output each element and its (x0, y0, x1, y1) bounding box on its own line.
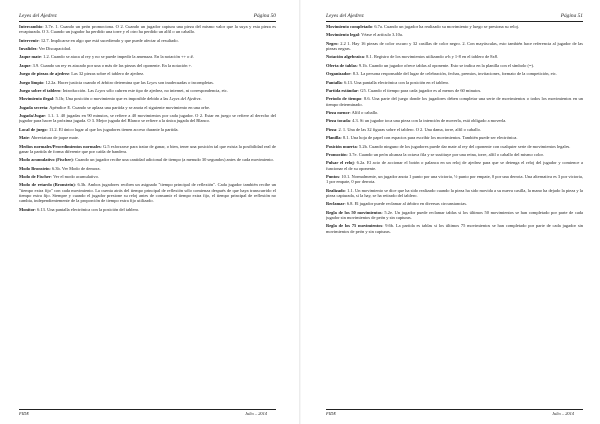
glossary-entry (326, 80, 583, 85)
glossary-definition: : 6.2a. El acto de accionar el botón o palanca en un reloj de ajedrez para que se detenga el reloj del jugador y comience a funcionar el de su oponente. (326, 160, 583, 171)
glossary-term: Juego de piezas de ajedrez (19, 71, 69, 77)
glossary-term: Pieza tocada (326, 118, 350, 124)
glossary-term: Posición muerta (326, 143, 357, 149)
glossary-entry (19, 157, 276, 162)
glossary-italic: Leyes (95, 87, 106, 93)
page-header (326, 12, 583, 22)
glossary-entry (326, 24, 583, 29)
glossary-definition: : 6.7a. Cuando un jugador ha realizado su movimiento y luego se presiona su reloj. (371, 24, 520, 29)
glossary-term: Periodo de tiempo (326, 96, 362, 102)
glossary-term: Modo acumulativo (Fischer) (19, 157, 73, 163)
glossary-entry (19, 207, 276, 212)
glossary-entry (19, 144, 276, 155)
glossary-term: Planilla (326, 135, 341, 141)
glossary-term: Partida estándar (326, 87, 358, 93)
glossary-definition: : Cuando un jugador recibe una cantidad adicional de tiempo (a menudo 30 segundos) antes de cada movimiento. (72, 157, 274, 163)
glossary-term: Pulsar el reloj (326, 160, 354, 166)
glossary-entry (326, 110, 583, 115)
glossary-definition: : 6.13. Una pantalla electrónica con la posición del tablero. (34, 206, 140, 212)
page-footer (19, 409, 276, 417)
glossary-term: Mate (19, 135, 29, 141)
glossary-entry (19, 166, 276, 171)
glossary-column (326, 24, 583, 404)
glossary-term: Intercambio (19, 24, 43, 29)
glossary-entry (326, 88, 583, 93)
glossary-definition: : 3.7e. 1. Cuando un peón promociona. O 2. Cuando un jugador captura una pieza del mismo valor que la suya y esta pieza es recapturada. O 3. Cuando un jugador ha perdido una torre y el otro ha perdido un alfil o un caballo. (19, 24, 276, 35)
glossary-term: Local de juego (19, 126, 47, 132)
glossary-definition-cont: sólo cubren este tipo de ajedrez, no internet, ni correspondencia, etc. (105, 87, 228, 93)
glossary-term: Jaque mate (19, 54, 41, 60)
glossary-definition: : 6.13. Una pantalla electrónica con la posición en el tablero. (341, 79, 450, 85)
glossary-definition: : 5.2e. Un jugador puede reclamar tablas si los últimos 50 movimientos se han completado por parte de cada jugador sin movimientos de peón y sin capturas. (326, 209, 583, 220)
glossary-definition: : 1.1. Un movimiento se dice que ha sido realizado cuando la pieza ha sido movida a su nueva casilla, la mano ha dejado la pieza y la pieza capturada, si la hay, se ha retirado del tablero. (326, 187, 583, 198)
glossary-definition: : Véase el artículo 3.10a. (358, 32, 403, 38)
glossary-term: Negro (326, 40, 338, 46)
glossary-definition: : Las 32 piezas sobre el tablero de ajedrez. (68, 71, 145, 77)
glossary-term: Juego sobre el tablero (19, 87, 61, 93)
glossary-definition: : 11.2. El único lugar al que los jugadores tienen acceso durante la partida. (46, 126, 179, 132)
glossary-entry (19, 127, 276, 132)
glossary-term: Jugada secreta (19, 104, 48, 110)
glossary-definition: : G5. Cuando el tiempo para cada jugador es al menos de 60 minutos. (357, 87, 482, 93)
glossary-term: Notación algebraica (326, 54, 364, 60)
glossary-entry (326, 127, 583, 132)
running-title: Leyes del Ajedrez (326, 13, 364, 19)
glossary-entry (326, 71, 583, 76)
glossary-entry (19, 46, 276, 51)
page-footer (326, 409, 583, 417)
glossary-entry (326, 188, 583, 199)
glossary-entry (19, 71, 276, 76)
glossary-term: Jaque (19, 62, 31, 68)
glossary-entry (19, 63, 276, 68)
glossary-definition: : 3.9. Cuando un rey es atacado por una o más de las piezas del oponente. En la notación +. (30, 62, 193, 68)
glossary-entry (326, 63, 583, 68)
glossary-entry (326, 118, 583, 123)
glossary-definition: : 12.7. Implicarse en algo que está sucediendo y que puede afectar al resultado. (38, 37, 179, 43)
glossary-definition: : 8.1. Una hoja de papel con espacios para escribir los movimientos. También puede ser electrónica. (340, 135, 518, 141)
glossary-definition: : 12.2a. Hacer justicia cuando el árbitro determina que las (43, 79, 147, 85)
glossary-term: Organizador (326, 71, 351, 77)
glossary-entry (19, 105, 276, 110)
glossary-definition: : 6.3b. Ver Modo de demora. (49, 165, 101, 171)
glossary-entry (326, 54, 583, 59)
glossary-entry (326, 96, 583, 107)
footer-date: Julio – 2014 (245, 411, 267, 416)
glossary-term: Realizado (326, 187, 345, 193)
glossary-definition: : 8.3. La persona responsable del lugar de celebración, fechas, premios, invitaciones, formato de la competición, etc. (350, 71, 557, 77)
glossary-term: Juego limpio (19, 79, 44, 85)
glossary-definition: : Apéndice E. Cuando se aplaza una partida y se anota el siguiente movimiento en una orbe. (47, 104, 211, 110)
glossary-definition: : 8.6. Una parte del juego donde los jugadores deben completar una serie de movimientos o todos los movimientos en un tiempo determinado. (326, 96, 583, 107)
glossary-definition: : 10.1. Normalmente, un jugador anota 1 punto por una victoria, ½ punto por empate, 0 por una derrota. Una alternativa es 3 por victoria, 1 por empate, 0 por derrota. (326, 174, 583, 185)
glossary-definition: : Alfil o caballo. (349, 110, 379, 116)
glossary-entry (19, 88, 276, 93)
page-number: Página 50 (253, 13, 276, 19)
glossary-entry (326, 32, 583, 37)
glossary-term: Regla de los 50 movimientos (326, 209, 382, 215)
glossary-term: Movimiento ilegal (19, 96, 54, 102)
footer-org: FIDE (326, 411, 336, 416)
glossary-definition: : Ver el modo acumulativo. (50, 174, 99, 179)
glossary-term: Modo de Fischer (19, 174, 51, 179)
footer-org: FIDE (19, 411, 29, 416)
glossary-definition: : 1.2. Cuando se ataca al rey y no se puede impedir la amenaza. En la notación ++ o #. (40, 54, 194, 60)
glossary-entry (326, 201, 583, 206)
glossary-term: Pieza (326, 126, 337, 132)
glossary-entry (326, 144, 583, 149)
glossary-entry (326, 152, 583, 157)
glossary-term: Promoción (326, 151, 347, 157)
glossary-definition: : Introducción. Las (60, 87, 96, 93)
glossary-entry (19, 182, 276, 203)
glossary-entry (326, 41, 583, 52)
glossary-definition: : 2.2 1. Hay 16 piezas de color oscuro y 32 casillas de color negro. 2. Con mayúsculas, esto también hace referencia al jugador de las piezas negras. (326, 40, 583, 52)
glossary-entry (19, 113, 276, 124)
glossary-definition: : 9.6b. La partida es tablas si los últimos 75 movimientos se han completado por parte de cada jugador sin movimientos de peón y sin capturas. (326, 223, 583, 234)
glossary-italic: Leyes (146, 79, 157, 85)
glossary-term: Intervenir (19, 37, 39, 43)
glossary-entry (326, 210, 583, 221)
glossary-definition: : 6.3b. Ambos jugadores reciben un asignado "tiempo principal de reflexión". Cada jugador también recibe un "tiempo extra fijo" con cada movimiento. La cuenta atrás del tiempo principal de reflexión sólo comienza después de que haya transcurrido el tiempo extra fijo. Siempre y cuando el jugador presione su reloj antes de consumir el tiempo extra fijo, el tiempo principal de reflexión no cambia, independientemente de la proporción de tiempo extra fijo utilizado. (19, 182, 276, 204)
glossary-definition: : Ver Discapacidad. (36, 46, 72, 52)
glossary-entry (326, 174, 583, 185)
glossary-definition: : 1.1. 1. 40 jugadas en 90 minutos, se refiere a 40 movimientos por cada jugador. O 2. Estar en juego se refiere al derecho del jugador para hacer la próxima jugada. O 3. Mejor jugada del Blanco se refiere a la única jugada del Blanco. (19, 113, 276, 124)
glossary-column (19, 24, 276, 404)
glossary-definition: : Abreviatura de jaque mate. (28, 135, 80, 141)
glossary-definition: : 3.7e. Cuando un peón alcanza la octava fila y se sustituye por una reina, torre, alfil o caballo del mismo color. (346, 151, 544, 157)
book-gutter (299, 0, 301, 424)
glossary-definition: : 4.3. Si un jugador toca una pieza con la intención de moverla, está obligado a moverla. (349, 118, 507, 124)
glossary-italic: Leyes del Ajedrez (169, 96, 201, 102)
glossary-term: Modo de retardo (Bronstein) (19, 182, 75, 188)
glossary-entry (326, 223, 583, 234)
page-header (19, 12, 276, 22)
glossary-term: Puntos (326, 174, 340, 179)
glossary-entry (19, 80, 276, 85)
glossary-definition: : G.5 esforzarse para tratar de ganar, o bien, tener una posición tal que exista la posibilidad real de ganar la partida de forma diferente que por caída de bandera. (19, 143, 276, 154)
glossary-definition: : 5.2b. Cuando ninguno de los jugadores puede dar mate al rey del oponente con cualquier serie de movimientos legales. (356, 143, 571, 149)
running-title: Leyes del Ajedrez (19, 13, 57, 19)
glossary-term: Movimiento legal (326, 32, 359, 38)
glossary-definition: : 8.1. Registro de los movimientos utilizando a-h y 1-8 en el tablero de 8x8. (363, 54, 499, 60)
glossary-entry (326, 135, 583, 140)
glossary-term: Pantalla (326, 79, 342, 85)
glossary-entry (19, 135, 276, 140)
glossary-entry (19, 24, 276, 35)
footer-date: Julio – 2014 (552, 411, 574, 416)
glossary-term: Jugada/Jugar (19, 113, 46, 119)
glossary-entry (326, 160, 583, 171)
glossary-term: Reclamar (326, 201, 345, 207)
glossary-definition-cont: son inadecuadas o incompletas. (156, 79, 214, 85)
glossary-definition: : 5.1b; Una posición o movimiento que es imposible debido a las (53, 96, 170, 102)
glossary-term: Oferta de tablas (326, 62, 357, 68)
glossary-term: Regla de los 75 movimientos (326, 223, 383, 229)
page-number: Página 51 (560, 13, 583, 19)
glossary-entry (19, 38, 276, 43)
glossary-definition: : 2. 1. Una de las 32 figuras sobre el tablero. O 2. Una dama, torre, alfil o caballo. (336, 126, 481, 132)
glossary-definition-cont: . (200, 96, 202, 102)
glossary-term: Modo Bronstein (19, 165, 50, 171)
glossary-entry (19, 96, 276, 101)
glossary-term: Movimiento completado (326, 24, 372, 29)
glossary-term: Medios normales/Procedimientos normales (19, 143, 101, 149)
glossary-term: Monitor (19, 206, 35, 212)
glossary-term: Invalidez (19, 46, 37, 52)
right-page (326, 12, 583, 417)
glossary-term: Pieza menor (326, 110, 350, 116)
glossary-entry (19, 174, 276, 179)
glossary-definition: : 9.1b. Cuando un jugador ofrece tablas al oponente. Esto se indica en la planilla con el símbolo (=). (356, 62, 535, 68)
left-page (19, 12, 276, 417)
glossary-entry (19, 54, 276, 59)
glossary-definition: : 6.8. El jugador puede reclamar al árbitro en diversas circunstancias. (344, 201, 468, 207)
